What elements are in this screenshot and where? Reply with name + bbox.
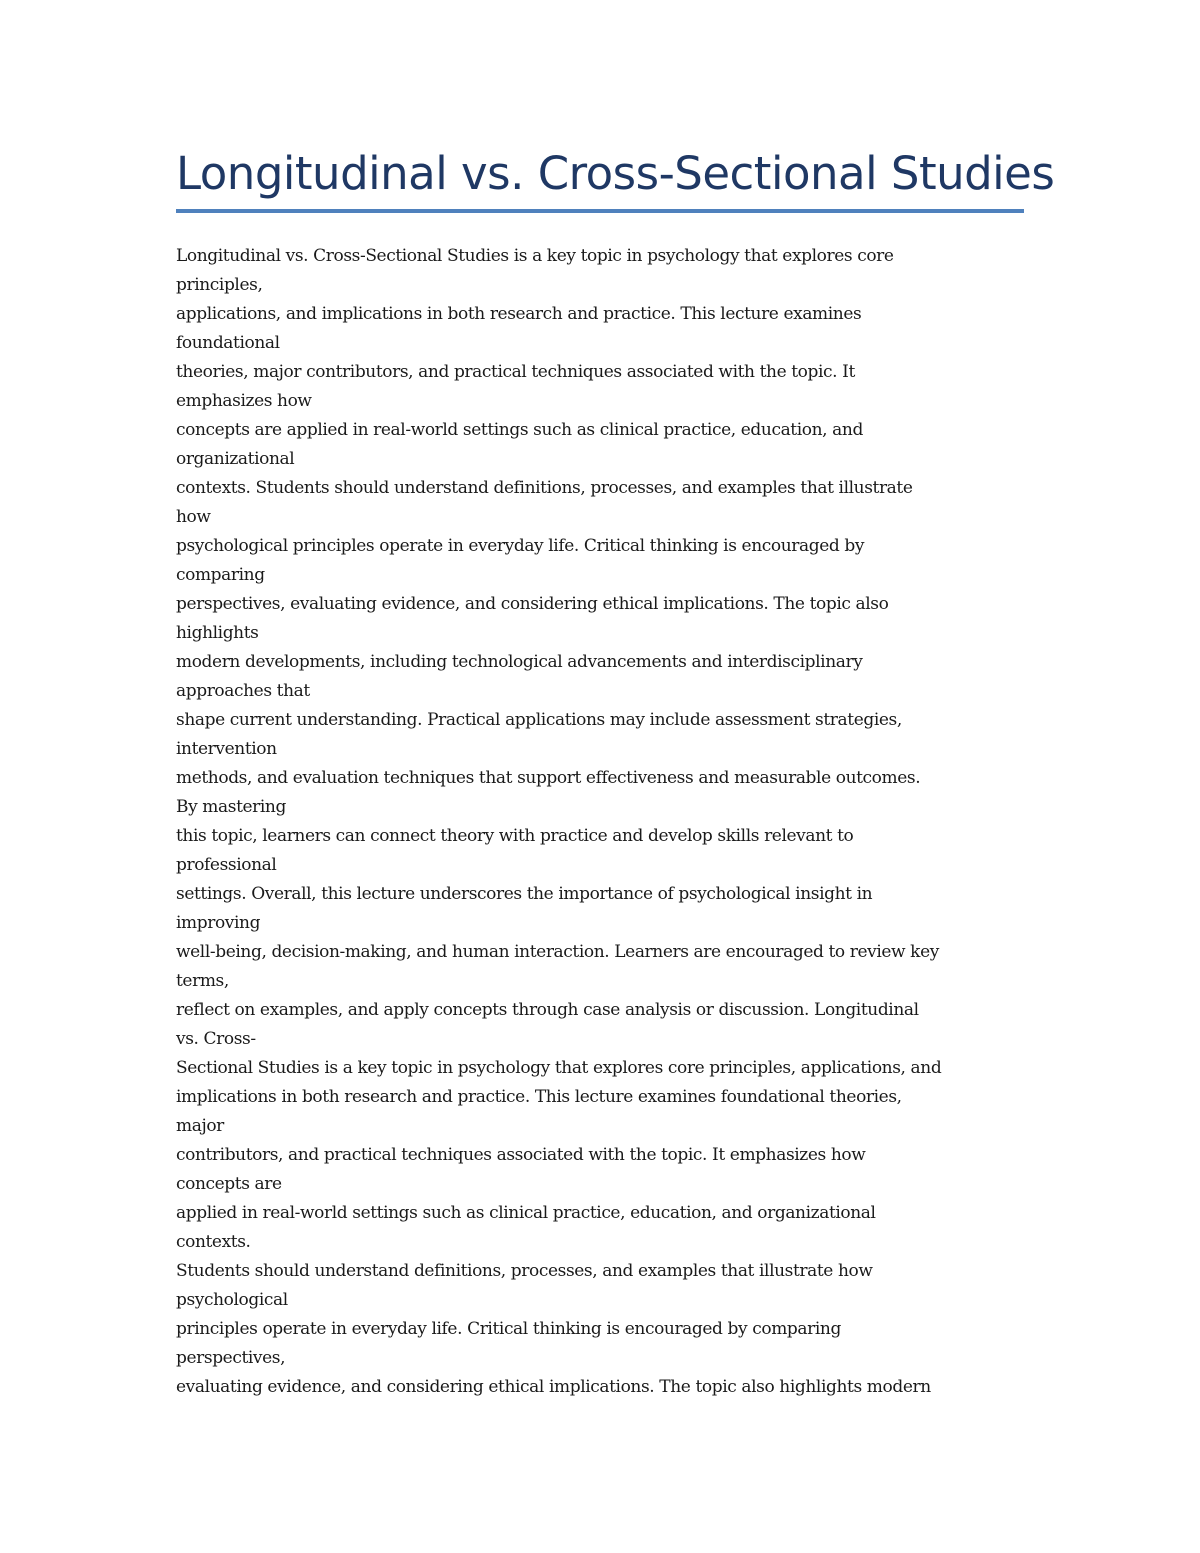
text-line: contexts. Students should understand definitions, processes, and examples that illustrate — [176, 478, 913, 498]
text-line: methods, and evaluation techniques that support effectiveness and measurable outcomes. — [176, 768, 921, 788]
text-line: comparing — [176, 565, 265, 585]
text-line: psychological principles operate in everyday life. Critical thinking is encouraged by — [176, 536, 865, 556]
text-line: reflect on examples, and apply concepts through case analysis or discussion. Longitudinal — [176, 1000, 919, 1020]
text-line: principles operate in everyday life. Critical thinking is encouraged by comparing — [176, 1319, 841, 1339]
text-line: contexts. — [176, 1232, 251, 1252]
text-line: applications, and implications in both research and practice. This lecture examines — [176, 304, 862, 324]
text-line: implications in both research and practice. This lecture examines foundational theories, — [176, 1087, 902, 1107]
page-title: Longitudinal vs. Cross-Sectional Studies — [176, 147, 1055, 200]
text-line: intervention — [176, 739, 277, 759]
text-line: major — [176, 1116, 224, 1136]
text-line: Students should understand definitions, processes, and examples that illustrate how — [176, 1261, 873, 1281]
text-line: emphasizes how — [176, 391, 312, 411]
text-line: approaches that — [176, 681, 310, 701]
text-line: foundational — [176, 333, 280, 353]
text-line: theories, major contributors, and practical techniques associated with the topic. It — [176, 362, 855, 382]
text-line: concepts are applied in real-world settings such as clinical practice, education, and — [176, 420, 863, 440]
text-line: how — [176, 507, 211, 527]
text-line: this topic, learners can connect theory with practice and develop skills relevant to — [176, 826, 854, 846]
text-line: vs. Cross- — [176, 1029, 256, 1049]
text-line: perspectives, — [176, 1348, 286, 1368]
text-line: Sectional Studies is a key topic in psychology that explores core principles, applications, and — [176, 1058, 942, 1078]
text-line: well-being, decision-making, and human interaction. Learners are encouraged to review key — [176, 942, 939, 962]
body-text — [176, 242, 1036, 1402]
text-line: contributors, and practical techniques associated with the topic. It emphasizes how — [176, 1145, 866, 1165]
text-line: Longitudinal vs. Cross-Sectional Studies is a key topic in psychology that explores core — [176, 246, 894, 266]
text-line: improving — [176, 913, 261, 933]
text-line: evaluating evidence, and considering ethical implications. The topic also highlights modern — [176, 1377, 931, 1397]
text-line: highlights — [176, 623, 259, 643]
text-line: modern developments, including technological advancements and interdisciplinary — [176, 652, 863, 672]
text-line: professional — [176, 855, 277, 875]
text-line: concepts are — [176, 1174, 282, 1194]
text-line: settings. Overall, this lecture underscores the importance of psychological insight in — [176, 884, 873, 904]
title-underline-rule — [176, 209, 1024, 213]
text-line: organizational — [176, 449, 295, 469]
text-line: psychological — [176, 1290, 288, 1310]
text-line: applied in real-world settings such as clinical practice, education, and organizational — [176, 1203, 876, 1223]
text-line: terms, — [176, 971, 229, 991]
text-line: By mastering — [176, 797, 286, 817]
text-line: principles, — [176, 275, 263, 295]
text-line: shape current understanding. Practical applications may include assessment strategies, — [176, 710, 902, 730]
text-line: perspectives, evaluating evidence, and considering ethical implications. The topic also — [176, 594, 889, 614]
